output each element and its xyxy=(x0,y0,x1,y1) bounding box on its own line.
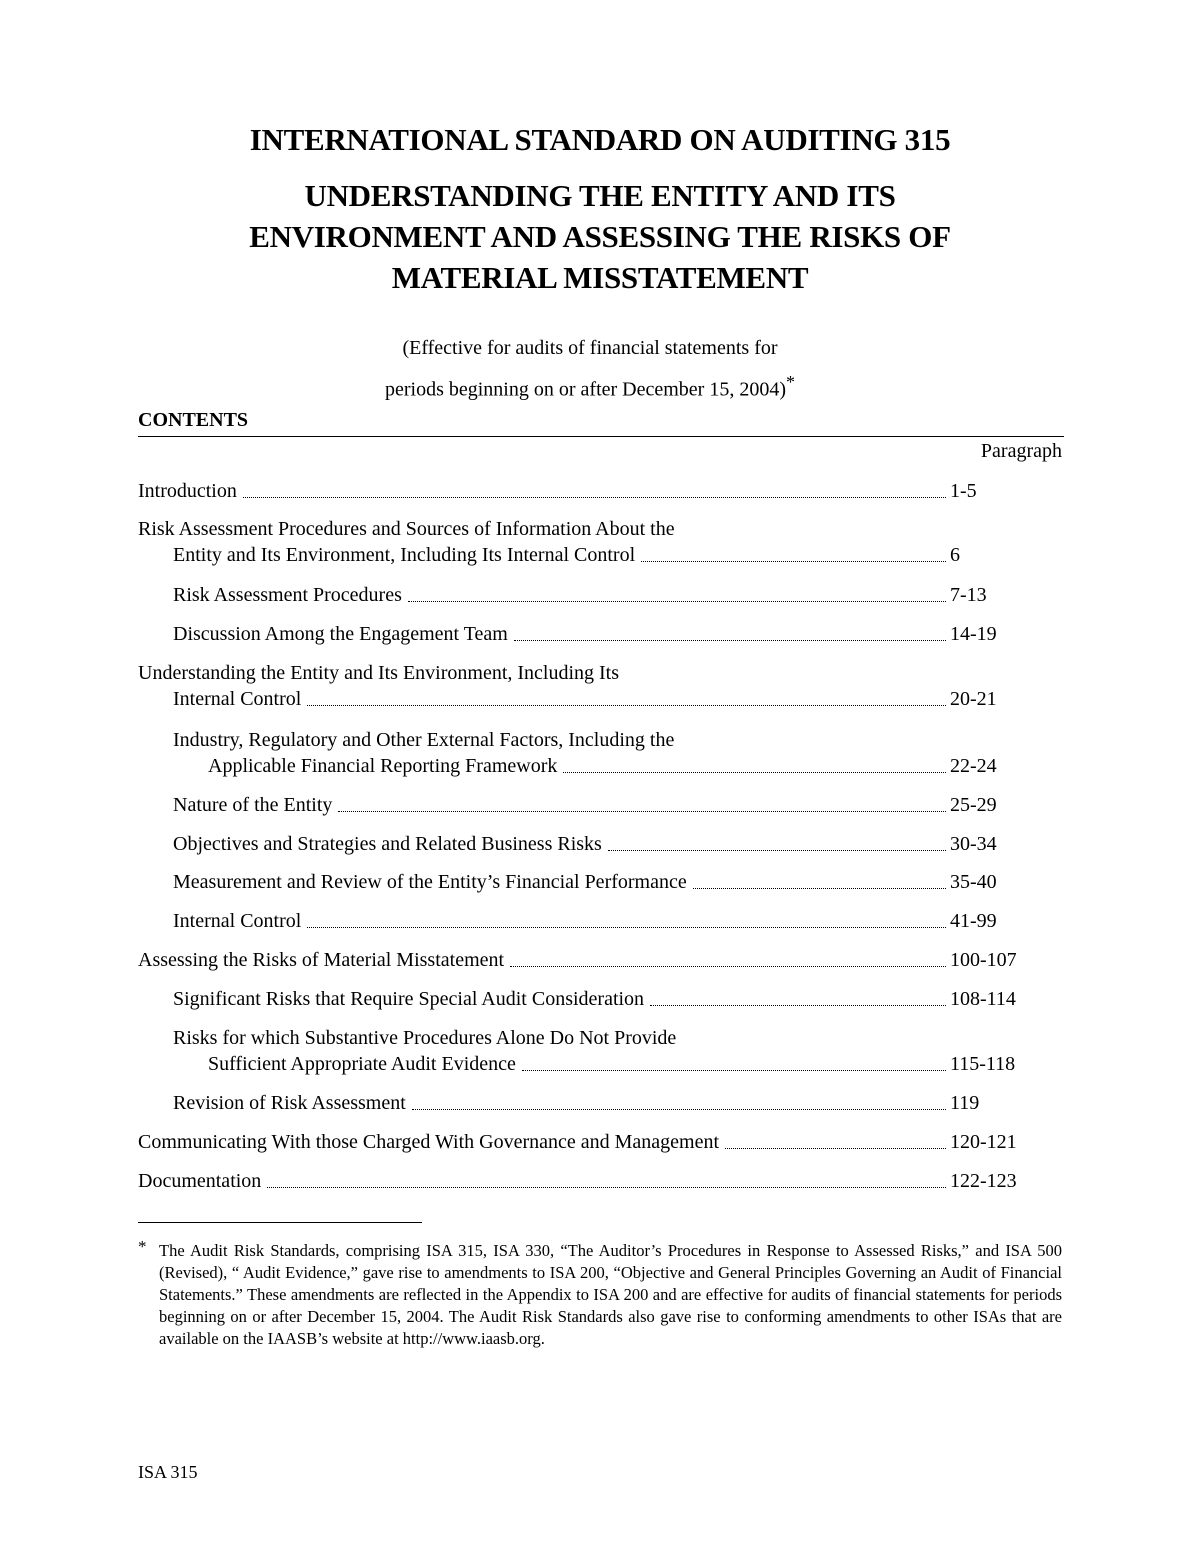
toc-dot-leader xyxy=(412,1109,946,1110)
effective-line: (Effective for audits of financial statements for xyxy=(402,337,778,359)
toc-entry xyxy=(138,1168,1064,1194)
toc-paragraph-number: 35-40 xyxy=(950,871,997,893)
subtitle-line: UNDERSTANDING THE ENTITY AND ITS xyxy=(304,178,896,213)
toc-dot-leader xyxy=(650,1005,946,1006)
toc-entry xyxy=(138,516,1064,568)
footnote-rule xyxy=(138,1222,422,1223)
toc-dot-leader xyxy=(510,966,946,967)
toc-entry-text: Revision of Risk Assessment xyxy=(173,1092,410,1114)
toc-entry xyxy=(138,947,1064,973)
footnote-mark: * xyxy=(138,1237,147,1256)
toc-entry xyxy=(173,986,1064,1012)
toc-paragraph-number: 20-21 xyxy=(950,688,997,710)
toc-entry-text: Risk Assessment Procedures and Sources of Information About the xyxy=(138,518,679,540)
toc-paragraph-number: 25-29 xyxy=(950,794,997,816)
toc-paragraph-number: 120-121 xyxy=(950,1131,1017,1153)
effective-date-note xyxy=(0,331,1180,407)
toc-entry-text: Measurement and Review of the Entity’s Financial Performance xyxy=(173,871,691,893)
toc-entry-text: Introduction xyxy=(138,480,241,502)
toc-dot-leader xyxy=(338,811,946,812)
toc-paragraph-number: 41-99 xyxy=(950,910,997,932)
toc-paragraph-number: 6 xyxy=(950,544,960,566)
toc-paragraph-number: 122-123 xyxy=(950,1170,1017,1192)
toc-entry xyxy=(138,660,1064,712)
toc-entry xyxy=(173,582,1064,608)
toc-entry xyxy=(173,831,1064,857)
subtitle-line: ENVIRONMENT AND ASSESSING THE RISKS OF xyxy=(249,219,951,254)
toc-dot-leader xyxy=(307,927,946,928)
toc-entry-text: Risks for which Substantive Procedures Alone Do Not Provide xyxy=(173,1027,680,1049)
toc-paragraph-number: 22-24 xyxy=(950,755,997,777)
toc-entry xyxy=(138,478,1064,504)
toc-entry-text: Sufficient Appropriate Audit Evidence xyxy=(208,1053,520,1075)
toc-entry xyxy=(173,908,1064,934)
toc-entry xyxy=(173,869,1064,895)
toc-paragraph-number: 100-107 xyxy=(950,949,1017,971)
toc-entry xyxy=(173,1090,1064,1116)
toc-entry-text: Applicable Financial Reporting Framework xyxy=(208,755,561,777)
toc-entry-text: Assessing the Risks of Material Misstatement xyxy=(138,949,508,971)
toc-dot-leader xyxy=(522,1070,946,1071)
toc-dot-leader xyxy=(725,1148,946,1149)
toc-entry-text: Industry, Regulatory and Other External Factors, Including the xyxy=(173,729,678,751)
document-title: INTERNATIONAL STANDARD ON AUDITING 315 xyxy=(249,122,951,157)
toc-entry-text: Significant Risks that Require Special Audit Consideration xyxy=(173,988,648,1010)
effective-line: periods beginning on or after December 15, 2004)* xyxy=(385,372,795,401)
toc-dot-leader xyxy=(693,888,946,889)
toc-dot-leader xyxy=(408,601,946,602)
toc-entry-text: Understanding the Entity and Its Environment, Including Its xyxy=(138,662,623,684)
paragraph-column-label: Paragraph xyxy=(980,440,1062,462)
toc-paragraph-number: 108-114 xyxy=(950,988,1016,1010)
toc-paragraph-number: 115-118 xyxy=(950,1053,1016,1075)
document-subtitle xyxy=(0,175,1200,298)
footnote-text: The Audit Risk Standards, comprising ISA 315, ISA 330, “The Auditor’s Procedures in Response to Assessed Risks,” and ISA 500 (Revised), “ Audit Evidence,” gave rise to amendments to ISA 200, “Objective and General Principles Governing an Audit of Financial Statements.” These amendments are reflected in the Appendix to ISA 200 and are effective for audits of financial statements for periods beginning on or after December 15, 2004. The Audit Risk Standards also gave rise to conforming amendments to other ISAs that are available on the IAASB’s website at http://www.iaasb.org. xyxy=(159,1241,1062,1348)
contents-heading: CONTENTS xyxy=(138,409,249,431)
toc-paragraph-number: 1-5 xyxy=(950,480,977,502)
toc-entry-text: Communicating With those Charged With Governance and Management xyxy=(138,1131,723,1153)
toc-entry-text: Documentation xyxy=(138,1170,265,1192)
toc-entry-text: Discussion Among the Engagement Team xyxy=(173,623,512,645)
toc-entry xyxy=(173,621,1064,647)
contents-rule xyxy=(138,436,1064,437)
toc-dot-leader xyxy=(267,1187,946,1188)
toc-dot-leader xyxy=(514,640,946,641)
toc-paragraph-number: 119 xyxy=(950,1092,980,1114)
toc-paragraph-number: 30-34 xyxy=(950,833,997,855)
toc-entry-text: Internal Control xyxy=(173,688,305,710)
toc-paragraph-number: 14-19 xyxy=(950,623,997,645)
toc-dot-leader xyxy=(307,705,946,706)
toc-entry xyxy=(173,792,1064,818)
toc-entry xyxy=(173,1025,1064,1077)
toc-dot-leader xyxy=(608,850,946,851)
toc-entry-text: Nature of the Entity xyxy=(173,794,336,816)
toc-dot-leader xyxy=(563,772,946,773)
toc-entry-text: Entity and Its Environment, Including Its Internal Control xyxy=(173,544,639,566)
toc-entry-text: Risk Assessment Procedures xyxy=(173,584,406,606)
subtitle-line: MATERIAL MISSTATEMENT xyxy=(391,260,809,295)
toc-paragraph-number: 7-13 xyxy=(950,584,987,606)
toc-dot-leader xyxy=(243,497,946,498)
toc-entry xyxy=(138,1129,1064,1155)
footnote xyxy=(138,1237,1062,1350)
toc-dot-leader xyxy=(641,561,946,562)
page-footer-label: ISA 315 xyxy=(138,1462,198,1482)
footnote-reference: * xyxy=(786,372,795,392)
toc-entry-text: Internal Control xyxy=(173,910,305,932)
toc-entry-text: Objectives and Strategies and Related Business Risks xyxy=(173,833,606,855)
toc-entry xyxy=(173,727,1064,779)
